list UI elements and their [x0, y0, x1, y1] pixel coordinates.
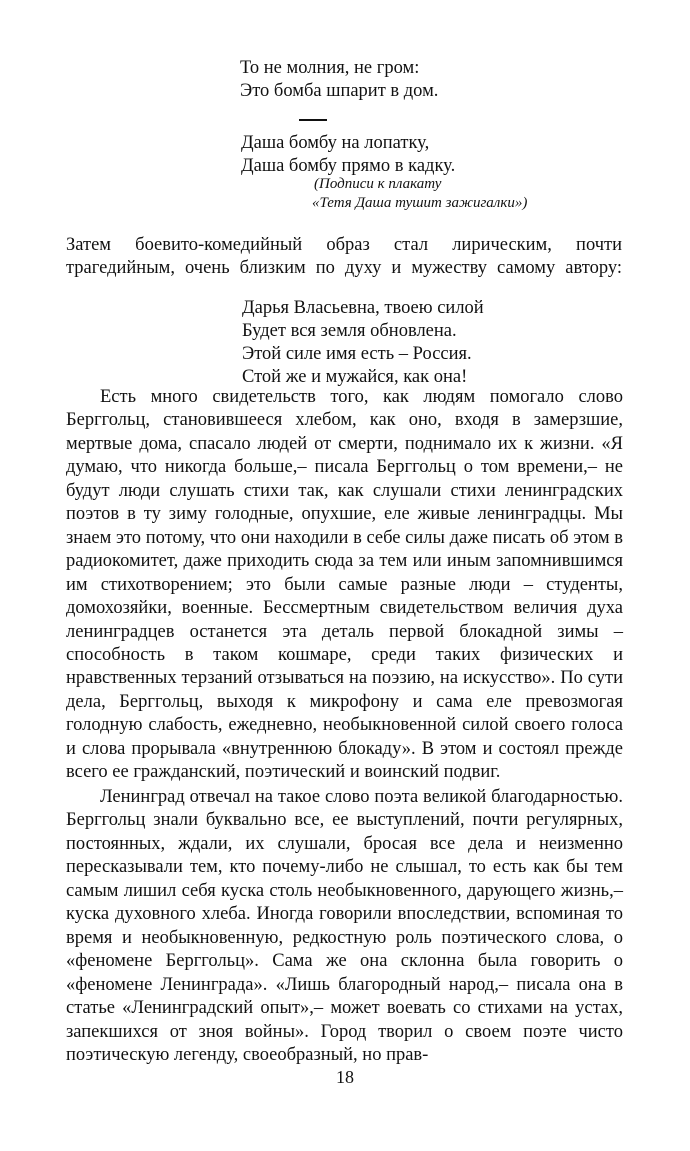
verse-line: То не молния, не гром: — [240, 58, 420, 78]
verse-line: Дарья Власьевна, твоею силой — [242, 298, 484, 318]
intro-paragraph: Затем боевито-комедийный образ стал лирическим, почти трагедийным, очень близким по духу и мужеству самому автору: — [66, 235, 622, 279]
caption-line: (Подписи к плакату — [314, 176, 442, 192]
verse-one — [240, 57, 438, 103]
verse-line: Будет вся земля обновлена. — [242, 321, 457, 341]
page-number: 18 — [336, 1067, 354, 1087]
body-paragraph: Есть много свидетельств того, как людям помогало слово Берггольц, становившееся хлебом, как оно, входя в замерзшие, мертвые дома, спасало людей от смерти, поднимало их к жизни. «Я думаю, что никогда больше,– писала Берггольц о том времени,– не будут люди слушать стихи так, как слушали стихи ленинградских поэтов в ту зиму голодные, опухшие, еле живые ленинградцы. Мы знаем это потому, что они находили в себе силы даже писать об этом в радиокомитет, даже приходить сюда за тем или иным запомнившимся им стихотворением; это были самые разные люди – студенты, домохозяйки, военные. Бессмертным свидетельством величия духа ленинградцев останется эта деталь первой блокадной зимы – способность в таком кошмаре, среди таких физических и нравственных терзаний отзываться на поэзию, на искусство». По сути дела, Берггольц, выходя к микрофону и сама еле превозмогая голодную слабость, ежедневно, необыкновенной силой своего голоса и слова прорывала «внутреннюю блокаду». В этом и состоял прежде всего ее гражданский, поэтический и воинский подвиг. — [66, 387, 623, 783]
caption-line: «Тетя Даша тушит зажигалки») — [312, 195, 528, 211]
verse-line: Даша бомбу прямо в кадку. — [241, 156, 456, 176]
verse-line: Стой же и мужайся, как она! — [242, 367, 468, 387]
verse-line: Этой силе имя есть – Россия. — [242, 344, 472, 364]
section-divider — [299, 119, 327, 121]
verse-line: Это бомба шпарит в дом. — [240, 81, 439, 101]
poster-caption — [314, 175, 527, 213]
verse-two — [241, 132, 455, 178]
verse-three — [242, 297, 484, 389]
body-paragraph: Ленинград отвечал на такое слово поэта великой благодарностью. Берггольц знали буквально все, ее выступлений, почти регулярных, постоянных, ждали, их слушали, бросая все дела и неизменно пересказывали тем, кто почему-либо не слышал, то есть как бы тем самым лишил себя куска столь необыкновенного, дарующего жизнь,– куска духовного хлеба. Иногда говорили впоследствии, вспоминая то время и необыкновенную, редкостную роль поэтического слова, о «феномене Берггольц». Сама же она склонна была говорить о «феномене Ленинграда». «Лишь благородный народ,– писала она в статье «Ленинградский опыт»,– может воевать со стихами на устах, запекшихся от зноя войны». Город творил о своем поэте чисто поэтическую легенду, своеобразный, но прав- — [66, 787, 623, 1065]
verse-line: Даша бомбу на лопатку, — [241, 133, 430, 153]
